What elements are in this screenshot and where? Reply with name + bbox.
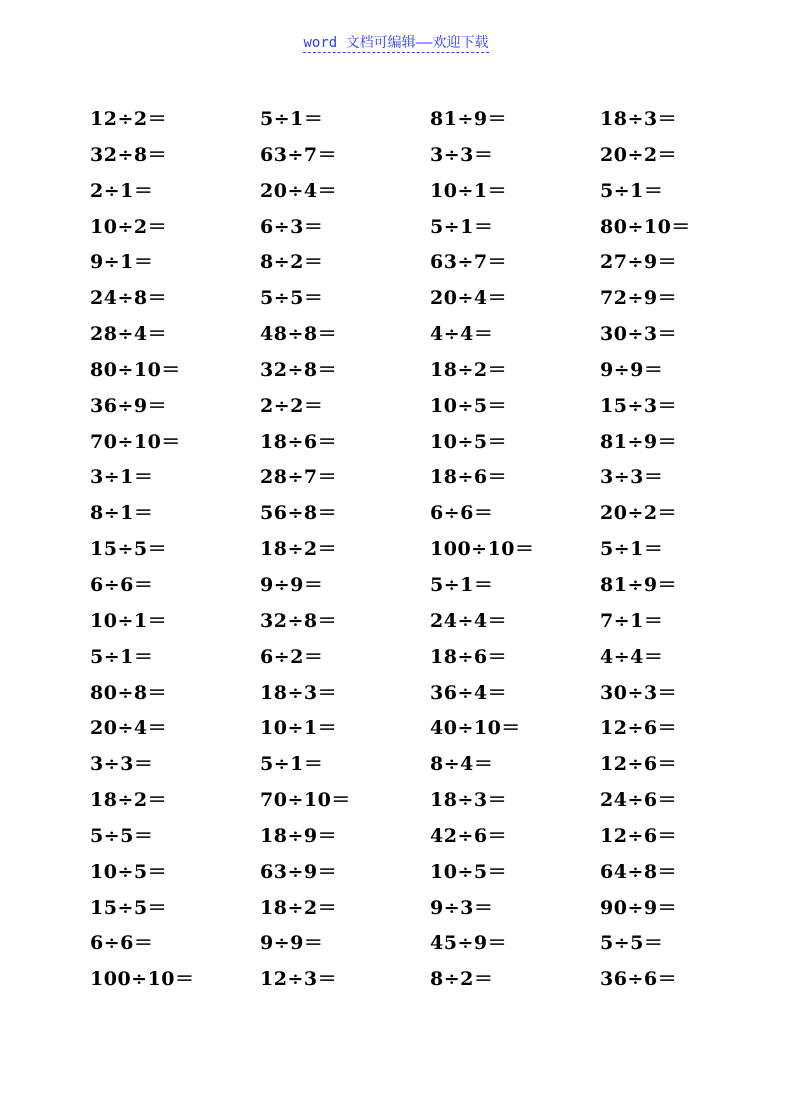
division-problem: 80÷10＝ (90, 358, 181, 381)
division-problem: 18÷9＝ (260, 824, 338, 847)
division-problem: 9÷3＝ (430, 896, 494, 919)
division-problem: 3÷3＝ (90, 753, 154, 776)
division-problem: 81÷9＝ (600, 430, 678, 453)
division-problem: 20÷2＝ (600, 143, 678, 166)
division-problem: 3÷3＝ (430, 143, 494, 166)
division-problem: 36÷6＝ (600, 968, 678, 991)
division-problem: 36÷9＝ (90, 394, 168, 417)
division-problem: 8÷4＝ (430, 753, 494, 776)
division-problem: 28÷7＝ (260, 466, 338, 489)
division-problem: 6÷6＝ (430, 502, 494, 525)
division-problem: 10÷5＝ (90, 860, 168, 883)
division-problem: 15÷3＝ (600, 394, 678, 417)
division-problem: 12÷6＝ (600, 824, 678, 847)
division-problem: 63÷9＝ (260, 860, 338, 883)
division-problem: 81÷9＝ (430, 108, 508, 130)
division-problem: 24÷6＝ (600, 789, 678, 812)
division-problem: 32÷8＝ (90, 143, 168, 166)
division-problem: 18÷6＝ (430, 466, 508, 489)
division-problem: 5÷5＝ (260, 287, 324, 310)
division-problem: 18÷2＝ (430, 358, 508, 381)
division-problem: 8÷2＝ (430, 968, 494, 991)
division-problem: 18÷6＝ (430, 645, 508, 668)
division-problem: 9÷9＝ (260, 932, 324, 955)
division-problem: 18÷2＝ (260, 538, 338, 561)
division-problem: 80÷10＝ (600, 215, 691, 238)
division-problem: 12÷6＝ (600, 717, 678, 740)
division-problem: 18÷3＝ (430, 789, 508, 812)
division-problem: 100÷10＝ (90, 968, 195, 991)
division-problem: 10÷1＝ (260, 717, 338, 740)
division-problem: 70÷10＝ (90, 430, 181, 453)
division-problem: 5÷5＝ (600, 932, 664, 955)
division-problem: 15÷5＝ (90, 896, 168, 919)
division-problem: 48÷8＝ (260, 323, 338, 346)
division-problem: 12÷2＝ (90, 108, 168, 130)
division-problem: 18÷2＝ (90, 789, 168, 812)
division-problem: 10÷5＝ (430, 394, 508, 417)
division-problem: 56÷8＝ (260, 502, 338, 525)
division-problem: 20÷4＝ (430, 287, 508, 310)
division-problem: 10÷2＝ (90, 215, 168, 238)
division-problem: 2÷1＝ (90, 179, 154, 202)
division-problem: 9÷9＝ (260, 573, 324, 596)
division-problem: 10÷5＝ (430, 430, 508, 453)
division-problem: 10÷1＝ (430, 179, 508, 202)
division-problem: 6÷6＝ (90, 932, 154, 955)
division-problem: 32÷8＝ (260, 609, 338, 632)
division-problem: 45÷9＝ (430, 932, 508, 955)
division-problem: 7÷1＝ (600, 609, 664, 632)
division-problem: 10÷1＝ (90, 609, 168, 632)
division-problem: 30÷3＝ (600, 681, 678, 704)
division-problem: 64÷8＝ (600, 860, 678, 883)
division-problem: 10÷5＝ (430, 860, 508, 883)
division-problem: 15÷5＝ (90, 538, 168, 561)
division-problem-grid (90, 102, 770, 998)
division-problem: 42÷6＝ (430, 824, 508, 847)
division-problem: 20÷2＝ (600, 502, 678, 525)
division-problem: 5÷1＝ (600, 538, 664, 561)
division-problem: 80÷8＝ (90, 681, 168, 704)
division-problem: 90÷9＝ (600, 896, 678, 919)
division-problem: 6÷2＝ (260, 645, 324, 668)
division-problem: 5÷1＝ (430, 215, 494, 238)
division-problem: 18÷6＝ (260, 430, 338, 453)
division-problem: 3÷3＝ (600, 466, 664, 489)
division-problem: 4÷4＝ (430, 323, 494, 346)
division-problem: 6÷6＝ (90, 573, 154, 596)
division-problem: 5÷1＝ (90, 645, 154, 668)
division-problem: 63÷7＝ (430, 251, 508, 274)
division-problem: 4÷4＝ (600, 645, 664, 668)
download-link[interactable] (0, 33, 792, 53)
division-problem: 63÷7＝ (260, 143, 338, 166)
division-problem: 20÷4＝ (90, 717, 168, 740)
division-problem: 32÷8＝ (260, 358, 338, 381)
division-problem: 18÷3＝ (260, 681, 338, 704)
division-problem: 2÷2＝ (260, 394, 324, 417)
division-problem: 40÷10＝ (430, 717, 521, 740)
division-problem: 8÷2＝ (260, 251, 324, 274)
division-problem: 100÷10＝ (430, 538, 535, 561)
division-problem: 18÷3＝ (600, 108, 678, 130)
division-problem: 70÷10＝ (260, 789, 351, 812)
division-problem: 3÷1＝ (90, 466, 154, 489)
division-problem: 27÷9＝ (600, 251, 678, 274)
division-problem: 18÷2＝ (260, 896, 338, 919)
division-problem: 24÷4＝ (430, 609, 508, 632)
division-problem: 9÷9＝ (600, 358, 664, 381)
division-problem: 5÷1＝ (260, 753, 324, 776)
division-problem: 9÷1＝ (90, 251, 154, 274)
division-problem: 12÷3＝ (260, 968, 338, 991)
division-problem: 8÷1＝ (90, 502, 154, 525)
download-link-text[interactable]: word 文档可编辑——欢迎下载 (303, 35, 489, 51)
division-problem: 6÷3＝ (260, 215, 324, 238)
division-problem: 24÷8＝ (90, 287, 168, 310)
division-problem: 72÷9＝ (600, 287, 678, 310)
division-problem: 12÷6＝ (600, 753, 678, 776)
division-problem: 5÷1＝ (430, 573, 494, 596)
division-problem: 28÷4＝ (90, 323, 168, 346)
division-problem: 36÷4＝ (430, 681, 508, 704)
division-problem: 5÷5＝ (90, 824, 154, 847)
division-problem: 5÷1＝ (260, 108, 324, 130)
division-problem: 20÷4＝ (260, 179, 338, 202)
division-problem: 5÷1＝ (600, 179, 664, 202)
division-problem: 81÷9＝ (600, 573, 678, 596)
division-problem: 30÷3＝ (600, 323, 678, 346)
